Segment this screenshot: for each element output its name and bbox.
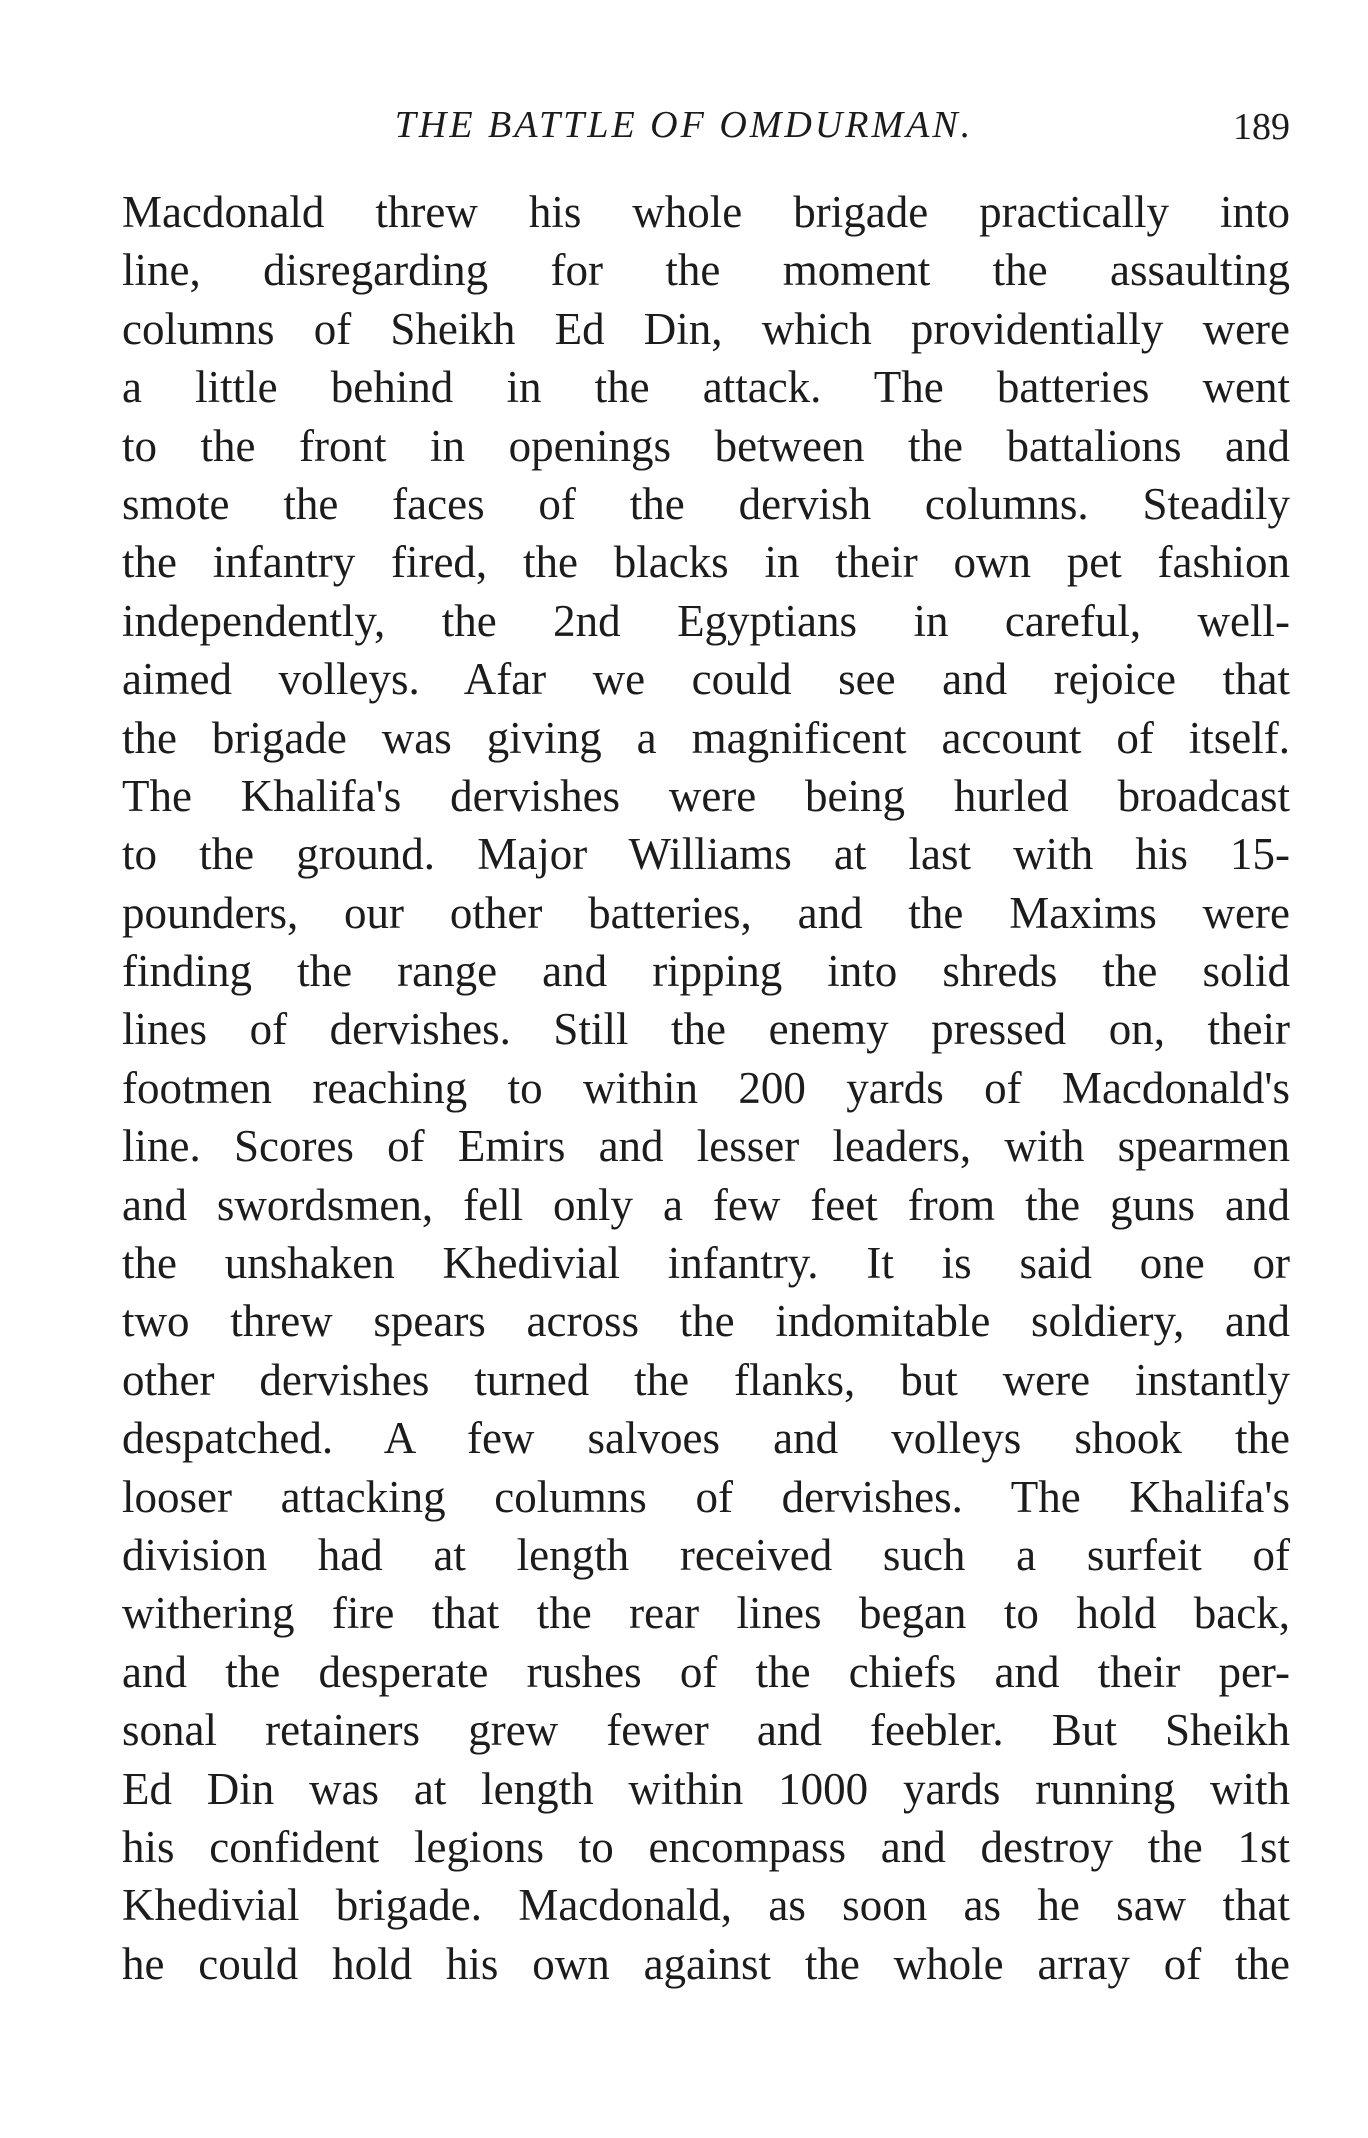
- text-line: division had at length received such a surfeit of: [122, 1529, 1290, 1580]
- text-line: despatched. A few salvoes and volleys shook the: [122, 1413, 1290, 1464]
- text-line: Ed Din was at length within 1000 yards running with: [122, 1763, 1290, 1814]
- text-line: The Khalifa's dervishes were being hurled broadcast: [122, 770, 1290, 821]
- text-line: looser attacking columns of dervishes. The Khalifa's: [122, 1471, 1290, 1522]
- text-line: other dervishes turned the flanks, but were instantly: [122, 1354, 1290, 1405]
- page-number: 189: [1233, 106, 1290, 148]
- text-line: aimed volleys. Afar we could see and rejoice that: [122, 654, 1290, 705]
- text-line: finding the range and ripping into shreds the solid: [122, 946, 1290, 997]
- text-line: pounders, our other batteries, and the Maxims were: [122, 887, 1290, 938]
- text-line: the unshaken Khedivial infantry. It is said one or: [122, 1238, 1290, 1289]
- text-line: line, disregarding for the moment the assaulting: [122, 245, 1290, 296]
- text-line: smote the faces of the dervish columns. Steadily: [122, 478, 1290, 529]
- running-title: THE BATTLE OF OMDURMAN.: [394, 104, 974, 146]
- text-line: and swordsmen, fell only a few feet from the guns and: [122, 1179, 1290, 1230]
- text-line: and the desperate rushes of the chiefs and their per-: [122, 1646, 1290, 1697]
- text-line: lines of dervishes. Still the enemy pressed on, their: [122, 1004, 1290, 1055]
- text-line: line. Scores of Emirs and lesser leaders, with spearmen: [122, 1121, 1290, 1172]
- text-line: columns of Sheikh Ed Din, which providentially were: [122, 303, 1290, 354]
- text-line: sonal retainers grew fewer and feebler. But Sheikh: [122, 1705, 1290, 1756]
- text-line: Khedivial brigade. Macdonald, as soon as he saw that: [122, 1880, 1290, 1931]
- text-line: Macdonald threw his whole brigade practically into: [122, 187, 1290, 237]
- text-line: independently, the 2nd Egyptians in careful, well-: [122, 595, 1290, 646]
- text-line: footmen reaching to within 200 yards of Macdonald's: [122, 1062, 1290, 1113]
- text-line: a little behind in the attack. The batteries went: [122, 362, 1290, 413]
- running-head: [0, 95, 1368, 155]
- text-line: to the ground. Major Williams at last with his 15-: [122, 829, 1290, 880]
- text-line: to the front in openings between the battalions and: [122, 420, 1290, 471]
- body-paragraph: [122, 183, 1290, 1993]
- text-line: he could hold his own against the whole array of the: [122, 1938, 1290, 1989]
- text-line: his confident legions to encompass and destroy the 1st: [122, 1821, 1290, 1872]
- text-line: withering fire that the rear lines began to hold back,: [122, 1588, 1290, 1639]
- text-line: the infantry fired, the blacks in their own pet fashion: [122, 537, 1290, 588]
- text-line: two threw spears across the indomitable soldiery, and: [122, 1296, 1290, 1347]
- text-line: the brigade was giving a magnificent account of itself.: [122, 712, 1290, 763]
